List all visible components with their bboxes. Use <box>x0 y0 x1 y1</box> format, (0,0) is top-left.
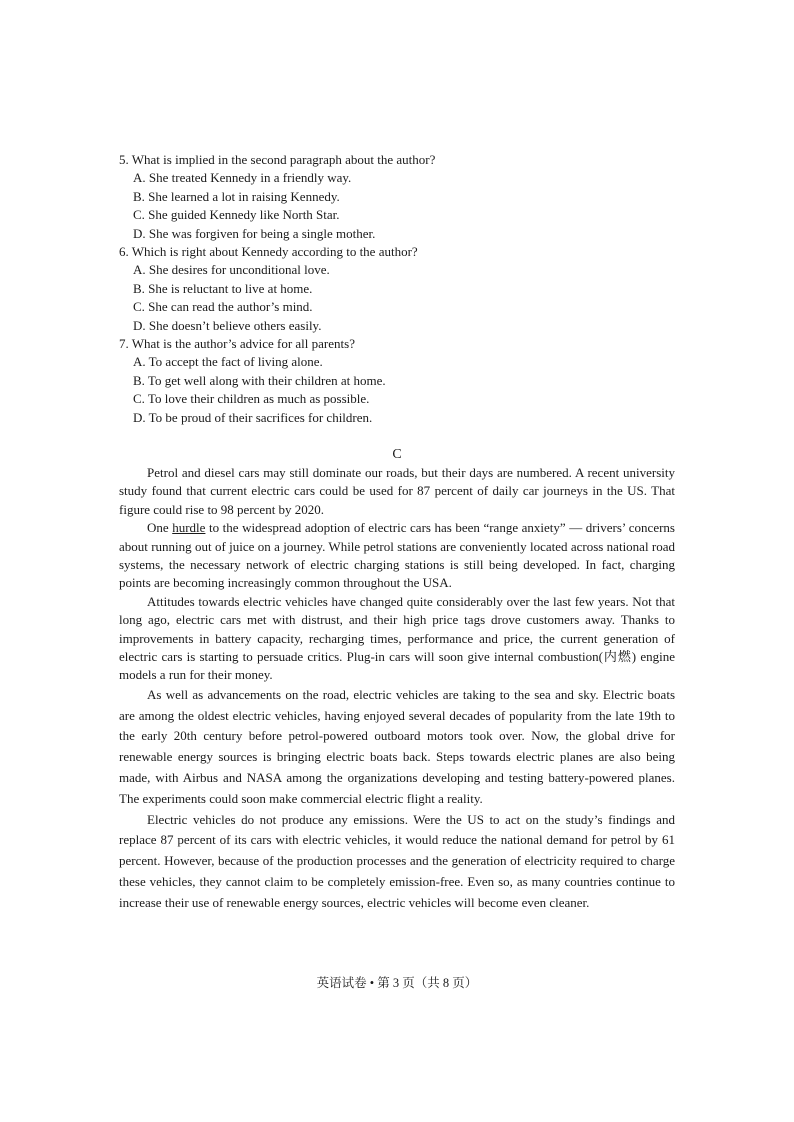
paragraph-2-lead: One <box>147 520 173 536</box>
question-6-stem: 6. Which is right about Kennedy according to the author? <box>119 244 418 260</box>
question-6-option-d: D. She doesn’t believe others easily. <box>133 317 322 333</box>
question-7-option-d: D. To be proud of their sacrifices for children. <box>133 409 373 425</box>
passage-paragraph-5: Electric vehicles do not produce any emissions. Were the US to act on the study’s findings and replace 87 percent of its cars with electric vehicles, it would reduce the national demand for petrol by 61 percent. However, because of the production processes and the generation of electricity required to charge these vehicles, they cannot claim to be completely emission-free. Even so, as many countries continue to increase their use of renewable energy sources, electric vehicles will become even cleaner. <box>119 811 675 910</box>
question-7-option-b: B. To get well along with their children at home. <box>133 372 386 388</box>
question-6-option-b: B. She is reluctant to live at home. <box>133 280 313 296</box>
page-footer: 英语试卷 • 第 3 页（共 8 页） <box>316 976 478 990</box>
question-7-option-c: C. To love their children as much as possible. <box>133 391 370 407</box>
questions-block <box>119 151 679 427</box>
passage-paragraph-2 <box>119 519 675 593</box>
question-5-option-b: B. She learned a lot in raising Kennedy. <box>133 188 340 204</box>
question-5-stem: 5. What is implied in the second paragraph about the author? <box>119 152 436 167</box>
question-5-option-a: A. She treated Kennedy in a friendly way. <box>133 170 352 186</box>
passage-paragraph-3: Attitudes towards electric vehicles have changed quite considerably over the last few years. Not that long ago, electric cars met with distrust, and their high price tags drove customers away. Thanks to improvements in battery capacity, recharging times, performance and price, the current generation of electric cars is starting to persuade critics. Plug-in cars will soon give internal combustion(内燃) engine models a run for their money. <box>119 593 675 683</box>
question-5-option-d: D. She was forgiven for being a single mother. <box>133 225 376 241</box>
question-5-option-c: C. She guided Kennedy like North Star. <box>133 207 340 223</box>
question-7-stem: 7. What is the author’s advice for all parents? <box>119 336 355 352</box>
question-6-option-c: C. She can read the author’s mind. <box>133 299 313 315</box>
passage-paragraph-1: Petrol and diesel cars may still dominate our roads, but their days are numbered. A recent university study found that current electric cars could be used for 87 percent of daily car journeys in the US. That figure could rise to 98 percent by 2020. <box>119 465 675 517</box>
section-heading: C <box>392 447 402 462</box>
paragraph-2-rest: to the widespread adoption of electric cars has been “range anxiety” — drivers’ concerns about running out of juice on a journey. While petrol stations are conveniently located across national road systems, the necessary network of electric charging stations is still being developed. In fact, charging points are becoming increasingly common throughout the USA. <box>119 520 675 591</box>
passage-paragraph-4: As well as advancements on the road, electric vehicles are taking to the sea and sky. Electric boats are among the oldest electric vehicles, having enjoyed several decades of popularity from the late 19th to the early 20th century before petrol-powered outboard motors took over. Now, the global drive for renewable energy sources is bringing electric boats back. Steps towards electric planes are also being made, with Airbus and NASA among the organizations developing and testing battery-powered planes. The experiments could soon make commercial electric flight a reality. <box>119 686 675 806</box>
question-6-option-a: A. She desires for unconditional love. <box>133 262 330 278</box>
underlined-word: hurdle <box>172 520 206 536</box>
reading-passage <box>119 464 675 914</box>
question-7-option-a: A. To accept the fact of living alone. <box>133 354 323 370</box>
